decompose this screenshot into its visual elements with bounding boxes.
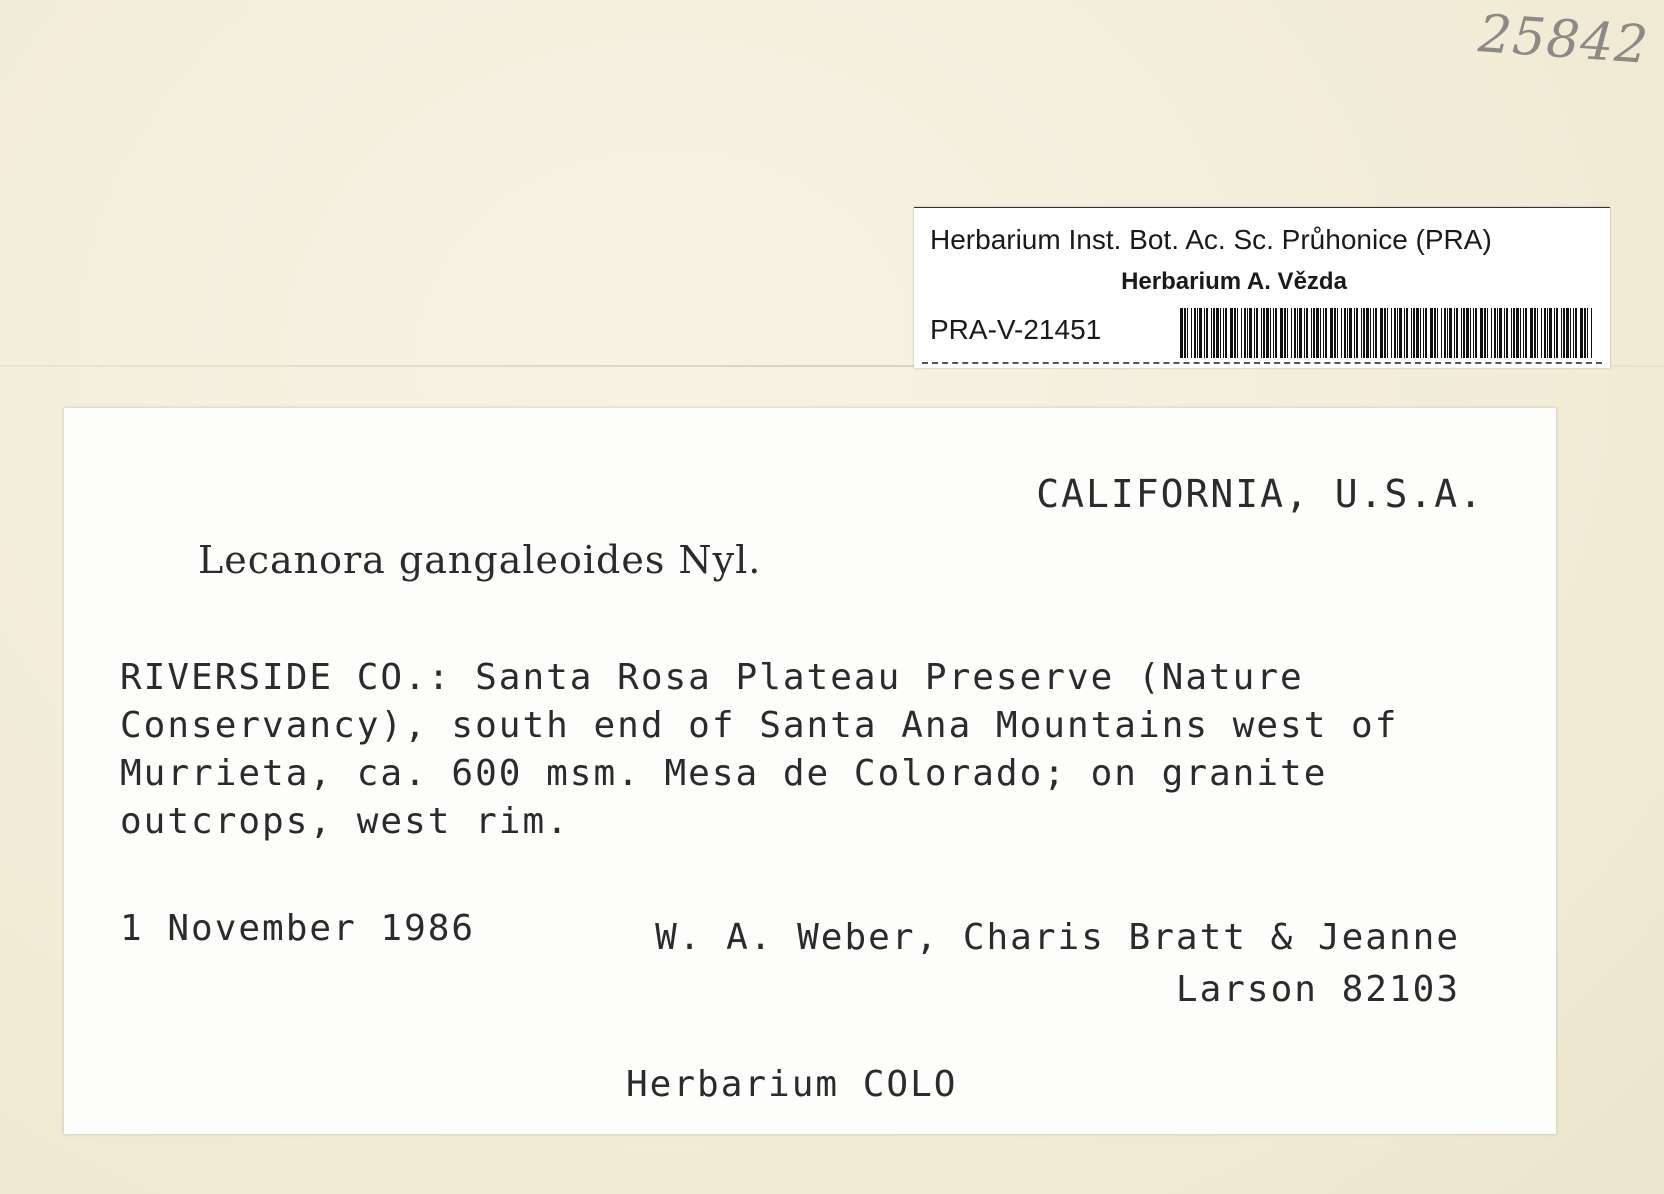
source-herbarium: Herbarium COLO [626, 1064, 958, 1105]
collectors-line: W. A. Weber, Charis Bratt & Jeanne [655, 917, 1460, 958]
pra-label-title: Herbarium Inst. Bot. Ac. Sc. Průhonice (PRA) [930, 224, 1492, 255]
pra-label-subtitle: Herbarium A. Vězda [1121, 268, 1347, 295]
region: CALIFORNIA, U.S.A. [1036, 472, 1484, 516]
handwritten-accession-number: 25842 [1476, 4, 1651, 76]
cut-line [922, 362, 1602, 364]
locality-line: Murrieta, ca. 600 msm. Mesa de Colorado; on granite [120, 753, 1328, 794]
collection-date: 1 November 1986 [120, 908, 476, 949]
locality-line: outcrops, west rim. [120, 801, 570, 842]
pra-barcode-label [914, 207, 1610, 368]
locality-line: RIVERSIDE CO.: Santa Rosa Plateau Preserve (Nature [120, 657, 1304, 698]
collectors-line: Larson 82103 [1175, 969, 1460, 1010]
locality-line: Conservancy), south end of Santa Ana Mountains west of [120, 705, 1399, 746]
pra-specimen-code: PRA-V-21451 [930, 314, 1102, 345]
locality-description [120, 654, 1520, 846]
barcode-icon [1180, 308, 1594, 358]
collectors [655, 912, 1460, 1016]
specimen-label [64, 408, 1556, 1134]
taxon-name: Lecanora gangaleoides Nyl. [198, 538, 762, 582]
